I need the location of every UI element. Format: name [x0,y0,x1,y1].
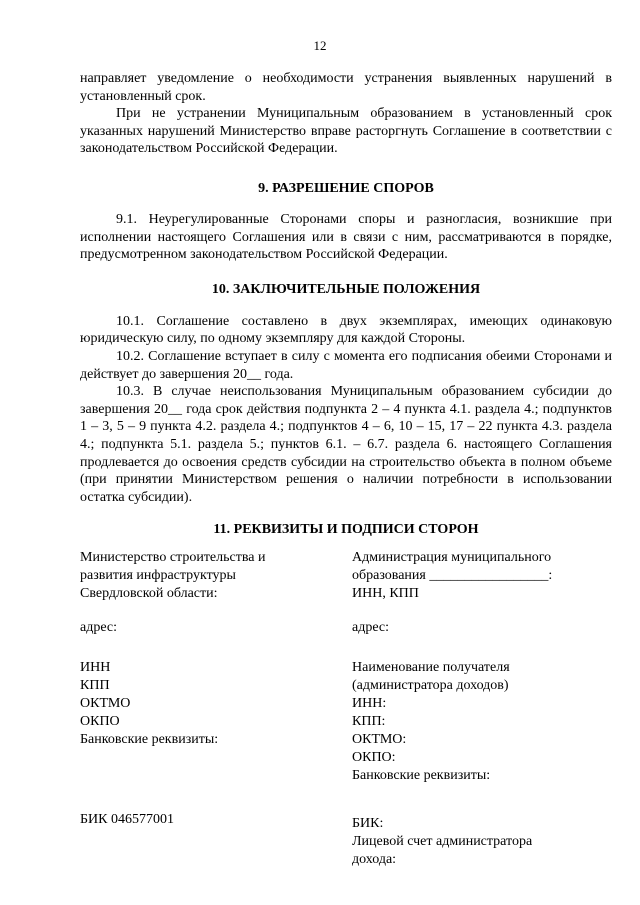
requisites-right [352,549,612,869]
inn-label: ИНН: [352,696,387,712]
party-name-line: Администрация муниципального [352,550,552,566]
section-11-title: 11. РЕКВИЗИТЫ И ПОДПИСИ СТОРОН [213,522,479,538]
party-name-line: развития инфраструктуры [80,568,236,584]
oktmo-label: ОКТМО [80,696,131,712]
party-name-line: Министерство строительства и [80,550,266,566]
requisites-left [80,549,340,869]
paragraph: 9.1. Неурегулированные Сторонами споры и разногласия, возникшие при исполнении настоящего Соглашения или в связи с ним, рассматриваются в порядке, предусмотренном законодательством Российской Федерации. [80,211,612,263]
kpp-label: КПП [80,678,110,694]
address-label: адрес: [352,620,390,636]
account-label: Лицевой счет администратора [352,834,533,850]
section-10-title: 10. ЗАКЛЮЧИТЕЛЬНЫЕ ПОЛОЖЕНИЯ [211,281,481,297]
okpo-label: ОКПО [80,714,120,730]
paragraph: 10.2. Соглашение вступает в силу с момента его подписания обеими Сторонами и действует до завершения 20__ года. [80,348,612,382]
bik-label: БИК 046577001 [80,812,174,828]
party-name-line: образования _________________: [352,568,553,584]
paragraph: 10.3. В случае неиспользования Муниципальным образованием субсидии до завершения 20__ года срок действия подпункта 2 – 4 пункта 4.1. раздела 4.; подпунктов 1 – 3, 5 – 9 пункта 4.2. раздела 4.; подпунктов 4 – 6, 10 – 15, 17 – 22 пункта 4.3. раздела 4.; подпункта 5.1. раздела 5.; пунктов 6.1. – 6.7. раздела 6. настоящего Соглашения продлевается до освоения средств субсидии на строительство объекта в полном объеме (при принятии Министерством решения о наличии потребности в использовании остатка субсидии). [80,384,612,505]
paragraph: 10.1. Соглашение составлено в двух экземплярах, имеющих одинаковую юридическую силу, по одному экземпляру для каждой Стороны. [80,313,612,347]
bank-details-label: Банковские реквизиты: [80,732,219,748]
kpp-label: КПП: [352,714,386,730]
bank-details-label: Банковские реквизиты: [352,768,491,784]
document-body [80,70,612,869]
paragraph: При не устранении Муниципальным образованием в установленный срок указанных нарушений Министерство вправе расторгнуть Соглашение в соответствии с законодательством Российской Федерации. [80,106,612,157]
okpo-label: ОКПО: [352,750,396,766]
party-name-line: Свердловской области: [80,586,218,602]
recipient-name-label: Наименование получателя [352,660,510,676]
section-9-title: 9. РАЗРЕШЕНИЕ СПОРОВ [258,180,434,196]
oktmo-label: ОКТМО: [352,732,407,748]
paragraph: направляет уведомление о необходимости устранения выявленных нарушений в установленный срок. [80,71,612,104]
account-label: дохода: [352,852,397,868]
inn-label: ИНН [80,660,111,676]
address-label: адрес: [80,620,118,636]
requisites-columns [80,549,612,869]
page-number: 12 [313,38,327,53]
bik-label: БИК: [352,816,384,832]
inn-kpp-label: ИНН, КПП [352,586,419,602]
recipient-name-label: (администратора доходов) [352,678,509,694]
